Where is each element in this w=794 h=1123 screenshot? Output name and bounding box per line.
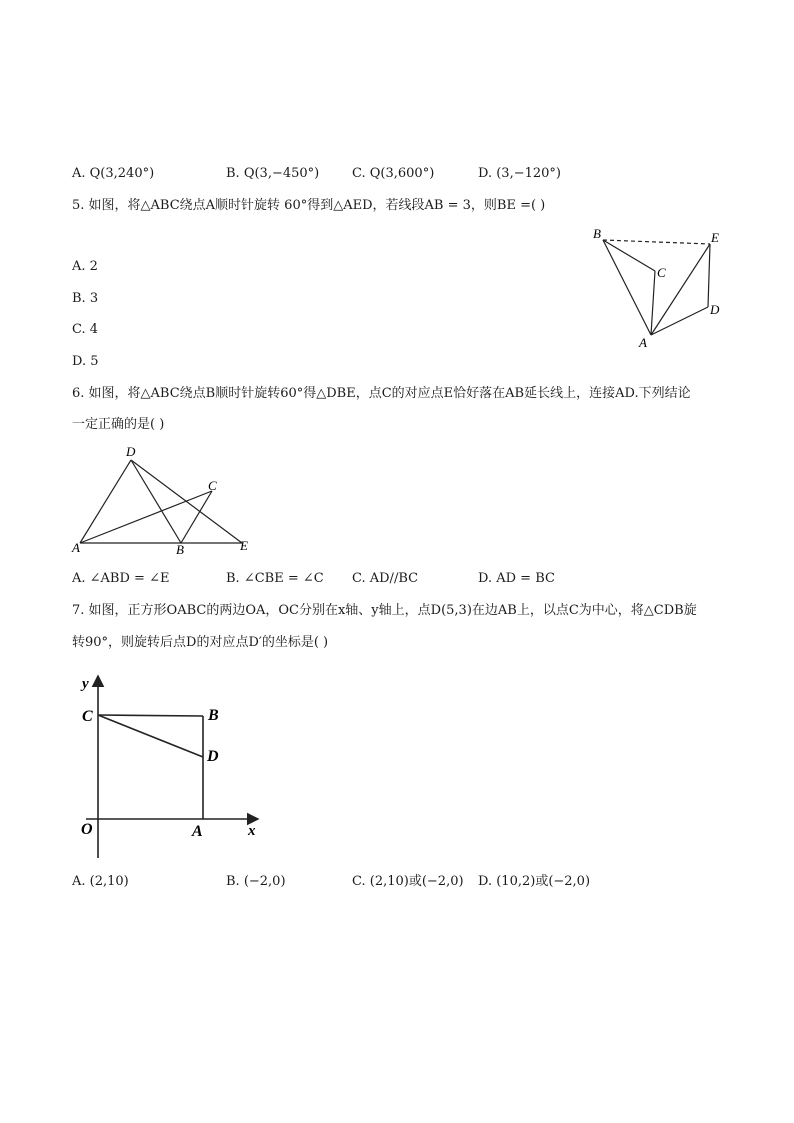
q7-option-c: C. (2,10)或(−2,0) [352, 874, 464, 889]
q7-label-b: B [208, 707, 219, 724]
q4-option-b: B. Q(3,−450°) [226, 166, 320, 181]
q6-label-c: C [208, 478, 217, 493]
q6-label-b: B [176, 542, 184, 557]
q5-label-d: D [710, 302, 720, 317]
q7-option-a: A. (2,10) [72, 874, 129, 889]
q6-option-c: C. AD//BC [352, 571, 419, 586]
q5-option-d: D. 5 [72, 354, 99, 369]
q4-option-c: C. Q(3,600°) [352, 166, 435, 181]
q7-coordinate-figure [72, 668, 272, 868]
q5-label-a: A [639, 335, 647, 350]
q7-label-y: y [82, 676, 89, 692]
q6-option-a: A. ∠ABD = ∠E [72, 571, 170, 586]
q7-option-b: B. (−2,0) [226, 874, 286, 889]
q6-option-d: D. AD = BC [478, 571, 555, 586]
q6-label-e: E [240, 538, 248, 553]
q6-option-b: B. ∠CBE = ∠C [226, 571, 324, 586]
q7-label-a: A [192, 823, 203, 840]
q6-label-a: A [72, 540, 80, 555]
q5-option-c: C. 4 [72, 322, 99, 337]
q4-option-a: A. Q(3,240°) [72, 166, 155, 181]
q4-option-d: D. (3,−120°) [478, 166, 561, 181]
q5-label-b: B [593, 226, 601, 241]
q6-stem-line1: 6. 如图，将△ABC绕点B顺时针旋转60°得△DBE，点C的对应点E恰好落在AB延长线上，连接AD.下列结论 [72, 386, 691, 401]
q6-rotation-figure [66, 440, 266, 560]
q7-label-d: D [207, 748, 219, 765]
q5-label-e: E [711, 230, 719, 245]
q5-stem: 5. 如图，将△ABC绕点A顺时针旋转 60°得到△AED，若线段AB = 3，则BE =( ) [72, 198, 546, 213]
q6-stem-line2: 一定正确的是( ) [72, 417, 165, 432]
q5-option-a: A. 2 [72, 259, 98, 274]
q5-rotation-figure [585, 222, 735, 352]
q7-stem-line1: 7. 如图，正方形OABC的两边OA，OC分别在x轴、y轴上，点D(5,3)在边AB上，以点C为中心，将△CDB旋 [72, 603, 697, 618]
q7-option-d: D. (10,2)或(−2,0) [478, 874, 591, 889]
q7-label-c: C [82, 708, 93, 725]
q5-option-b: B. 3 [72, 291, 99, 306]
q7-label-x: x [248, 823, 256, 839]
q5-label-c: C [657, 265, 666, 280]
q6-label-d: D [126, 444, 136, 459]
q7-label-o: O [81, 821, 93, 838]
q7-stem-line2: 转90°，则旋转后点D的对应点D′的坐标是( ) [72, 635, 329, 650]
